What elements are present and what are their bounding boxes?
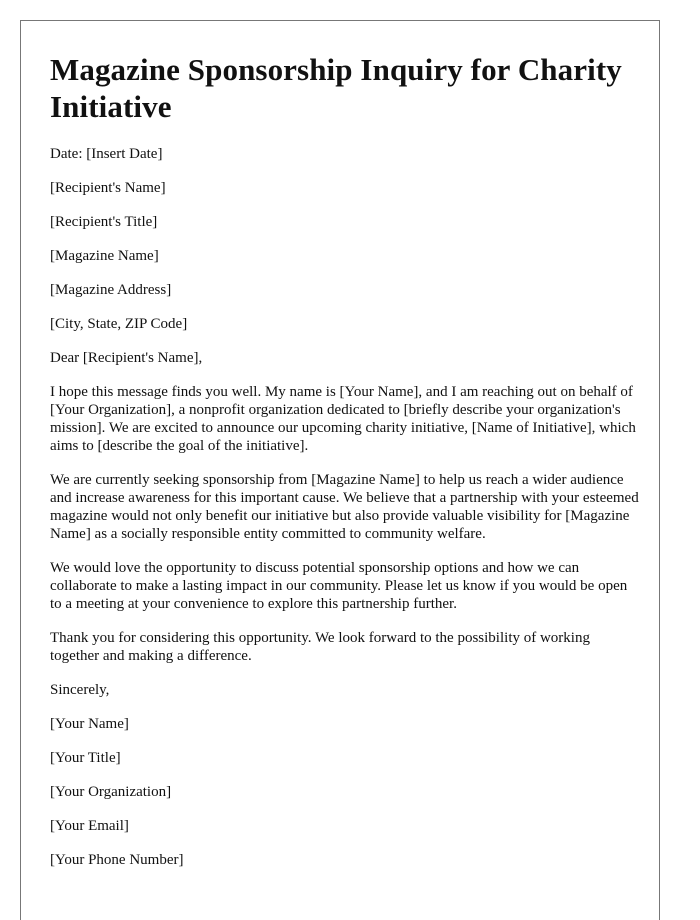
letter-title: Magazine Sponsorship Inquiry for Charity Initiative (50, 52, 622, 124)
date-line: Date: [Insert Date] (50, 146, 163, 162)
body-paragraph-request: We are currently seeking sponsorship from [Magazine Name] to help us reach a wider audience and increase awareness for this important cause. We believe that a partnership with your esteemed magazine would not only benefit our initiative but also provide valuable visibility for [Magazine Name] as a socially responsible entity committed to community welfare. (50, 472, 639, 542)
salutation: Dear [Recipient's Name], (50, 350, 203, 366)
signature-organization: [Your Organization] (50, 784, 172, 800)
body-paragraph-intro: I hope this message finds you well. My name is [Your Name], and I am reaching out on behalf of [Your Organization], a nonprofit organization dedicated to [briefly describe your organization's mission]. We are excited to announce our upcoming charity initiative, [Name of Initiative], which aims to [describe the goal of the initiative]. (50, 384, 636, 454)
signature-email: [Your Email] (50, 818, 129, 834)
letter-content (50, 51, 642, 869)
letter-page (20, 20, 660, 920)
city-state-zip: [City, State, ZIP Code] (50, 316, 188, 332)
recipient-title: [Recipient's Title] (50, 214, 158, 230)
recipient-name: [Recipient's Name] (50, 180, 166, 196)
magazine-name: [Magazine Name] (50, 248, 159, 264)
signature-title: [Your Title] (50, 750, 121, 766)
body-paragraph-thanks: Thank you for considering this opportunity. We look forward to the possibility of working together and making a difference. (50, 630, 590, 664)
signature-phone: [Your Phone Number] (50, 852, 184, 868)
magazine-address: [Magazine Address] (50, 282, 172, 298)
closing: Sincerely, (50, 682, 110, 698)
body-paragraph-meeting: We would love the opportunity to discuss potential sponsorship options and how we can collaborate to make a lasting impact in our community. Please let us know if you would be open to a meeting at your convenience to explore this partnership further. (50, 560, 628, 612)
signature-name: [Your Name] (50, 716, 129, 732)
